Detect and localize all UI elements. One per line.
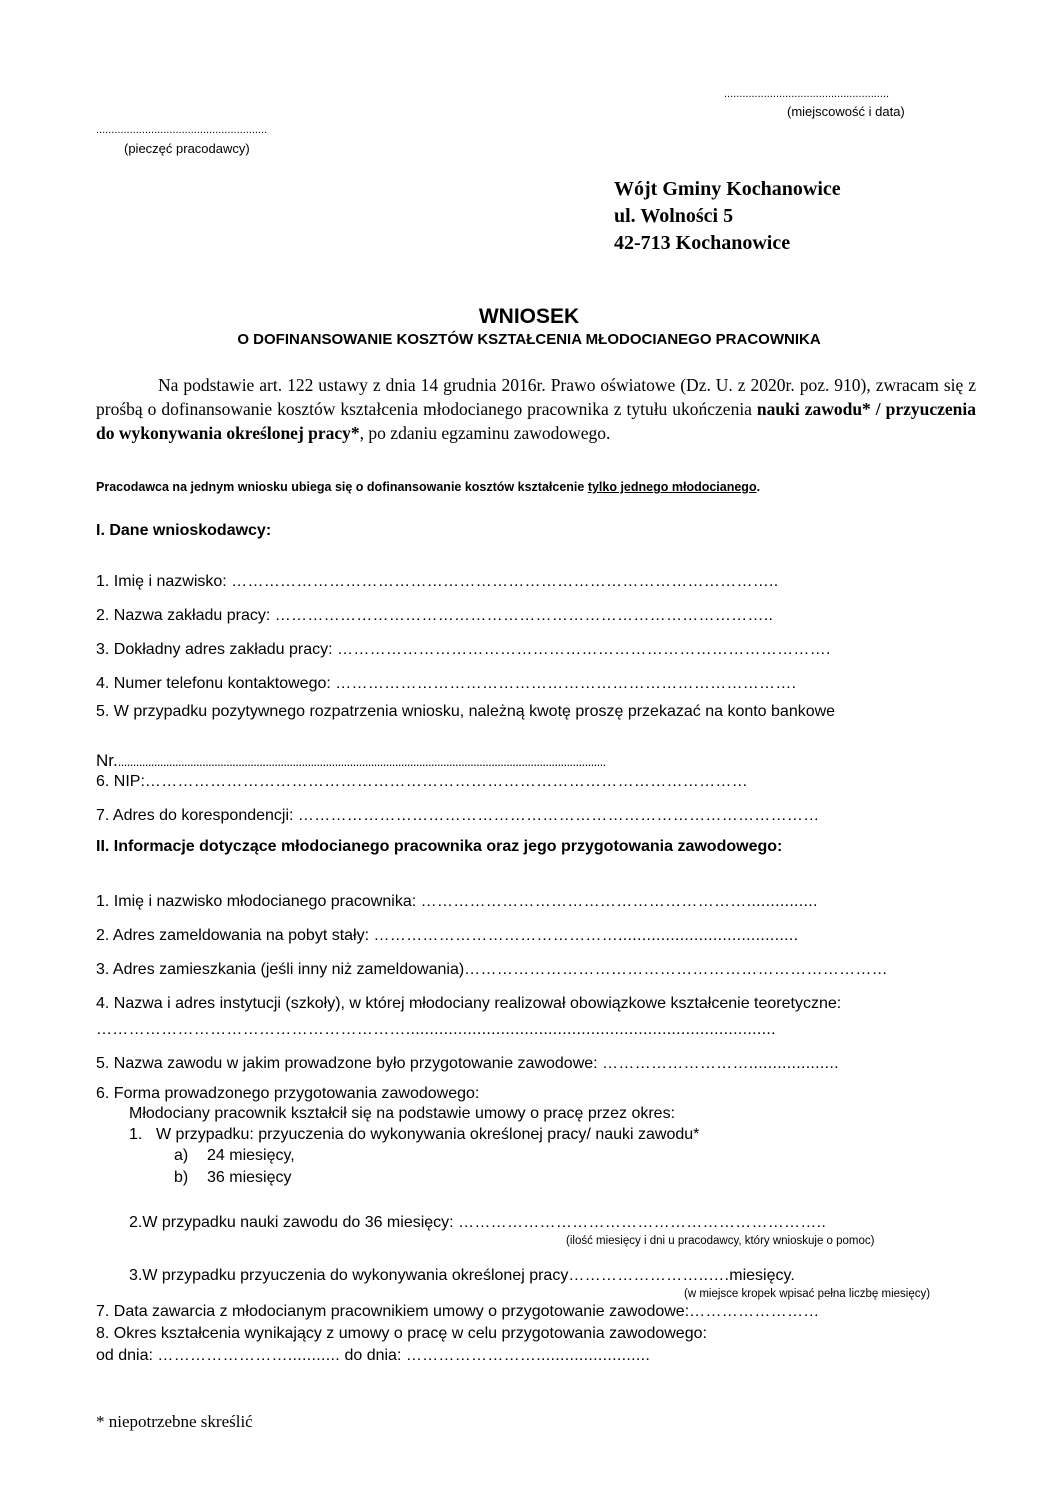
school-question [96,995,976,1013]
field-label: 1. Imię i nazwisko młodocianego pracownika: [96,893,421,910]
intro-text-1: Na podstawie art. 122 ustawy z dnia 14 grudnia 2016r. Prawo oświatowe (Dz. U. z 2020r. poz. 910), zwracam się z prośbą o dofinansowanie kosztów kształcenia młodocianego pracownika z tytułu ukończenia [96,375,976,419]
dotted-fill: …………………………………………………………………… [464,961,888,978]
document-title: WNIOSEK [478,305,580,328]
field-phone-number[interactable] [96,675,976,693]
document-subtitle: O DOFINANSOWANIE KOSZTÓW KSZTAŁCENIA MŁODOCIANEGO PRACOWNIKA [237,331,821,348]
dotted-fill: ………………………………………………………………………………. [337,641,831,658]
field-label: 5. Nazwa zawodu w jakim prowadzone było przygotowanie zawodowe: [96,1055,603,1072]
field-applicant-name[interactable] [96,573,976,591]
field-apprenticeship-duration[interactable] [129,1214,969,1232]
recipient-line-1: Wójt Gminy Kochanowice [614,178,841,200]
field-residence-address[interactable] [96,961,976,979]
field-label: 3. Adres zamieszkania (jeśli inny niż zameldowania) [96,961,465,978]
date-place-caption: (miejscowość i data) [787,104,905,119]
field-young-worker-name[interactable] [96,893,976,911]
dotted-fill: ……………………………………………………............... [420,893,818,910]
option-36-months[interactable] [174,1169,574,1187]
note-underlined: tylko jednego młodocianego [587,480,757,494]
field-label: 4. Numer telefonu kontaktowego: [96,675,336,692]
stamp-caption: (pieczęć pracodawcy) [124,141,250,156]
section-1-heading: I. Dane wnioskodawcy: [96,522,272,539]
to-label: do dnia: [340,1347,406,1364]
field-nip[interactable] [96,773,976,791]
field-label: 2. Adres zameldowania na pobyt stały: [96,927,374,944]
form-heading: 6. Forma prowadzonego przygotowania zawodowego: [96,1085,480,1102]
dotted-fill: ……………………………………………………………………………………….. [231,573,779,590]
intro-text-bold: nauki zawodu* / przyuczenia do wykonywania określonej pracy* [96,399,976,443]
field-school-name-address[interactable] [96,1021,976,1039]
dotted-fill: ………………………………………………………….. [458,1214,827,1231]
from-date-field[interactable]: ……………………........... [157,1347,340,1364]
field-label: 7. Adres do korespondencji: [96,807,298,824]
dotted-fill: .................................................................................................................................................................. [117,754,606,769]
note-text-1: Pracodawca na jednym wniosku ubiega się o dofinansowanie kosztów kształcenie [96,480,588,494]
field-workplace-name[interactable] [96,607,976,625]
field-label: Nr. [96,751,118,770]
field-label: 5. W przypadku pozytywnego rozpatrzenia wniosku, należną kwotę proszę przekazać na konto bankowe [96,703,836,720]
section-2-heading: II. Informacje dotyczące młodocianego pracownika oraz jego przygotowania zawodowego: [96,838,783,855]
from-label: od dnia: [96,1347,158,1364]
training-period-dates [96,1347,976,1365]
date-place-dotted-line[interactable]: ...................................................... [724,88,890,100]
option-text: 24 miesięcy, [207,1147,295,1164]
training-months-hint: (w miejsce kropek wpisać pełna liczbę miesięcy) [684,1288,931,1300]
option-letter: a) [174,1147,189,1164]
field-label: 7. Data zawarcia z młodocianym pracownikiem umowy o przygotowanie zawodowe: [96,1303,690,1320]
field-label: 4. Nazwa i adres instytucji (szkoły), w której młodociany realizował obowiązkowe kształcenie teoretyczne: [96,995,842,1012]
field-label: 6. NIP: [96,773,145,790]
field-registered-address[interactable] [96,927,976,945]
item-text: W przypadku: przyuczenia do wykonywania określonej pracy/ nauki zawodu* [156,1126,700,1143]
field-contract-date[interactable] [96,1303,976,1321]
field-profession-name[interactable] [96,1055,976,1073]
dotted-fill: …………………… [689,1303,820,1320]
stamp-dotted-line[interactable]: ........................................................ [96,124,268,136]
field-correspondence-address[interactable] [96,807,976,825]
field-suffix: miesięcy. [729,1267,795,1284]
field-label: 2.W przypadku nauki zawodu do 36 miesięcy: [129,1214,459,1231]
dotted-fill: ………………………………………………………………………………………………… [144,773,749,790]
dotted-fill: ……………………………………………………………………………….. [274,607,774,624]
to-date-field[interactable]: ……………………........................ [405,1347,651,1364]
apprenticeship-duration-hint: (ilość miesięcy i dni u pracodawcy, który wnioskuje o pomoc) [566,1235,875,1247]
recipient-line-2: ul. Wolności 5 [614,205,734,227]
dotted-fill: ………………………………………...................................... [373,927,799,944]
dotted-fill: ……………………..…. [568,1267,730,1284]
field-label: 2. Nazwa zakładu pracy: [96,607,275,624]
item-number: 1. [129,1126,143,1143]
form-item-1 [129,1126,969,1144]
intro-text-2: , po zdaniu egzaminu zawodowego. [359,423,611,443]
bank-account-instruction [96,703,976,721]
footnote: * niepotrzebne skreślić [96,1412,253,1431]
dotted-fill: …………………………………………………………………………………… [297,807,820,824]
option-text: 36 miesięcy [207,1169,292,1186]
recipient-address [614,176,841,257]
single-applicant-note [96,480,760,494]
dotted-fill: ………………………………………………….............................................................................. [96,1021,776,1038]
dotted-fill: ………………………................... [602,1055,839,1072]
field-label: 3. Dokładny adres zakładu pracy: [96,641,338,658]
field-workplace-address[interactable] [96,641,976,659]
field-training-months[interactable] [129,1267,969,1285]
training-period-label: 8. Okres kształcenia wynikający z umowy o pracę w celu przygotowania zawodowego: [96,1325,707,1342]
option-letter: b) [174,1169,189,1186]
field-label: 3.W przypadku przyuczenia do wykonywania określonej pracy [129,1267,569,1284]
field-bank-account-number[interactable] [96,751,976,771]
intro-paragraph [96,373,976,445]
field-label: 1. Imię i nazwisko: [96,573,232,590]
dotted-fill: …………………………………………………………………………. [335,675,797,692]
note-text-2: . [756,480,761,494]
option-24-months[interactable] [174,1147,574,1165]
recipient-line-3: 42-713 Kochanowice [614,232,791,254]
form-intro: Młodociany pracownik kształcił się na podstawie umowy o pracę przez okres: [129,1105,676,1122]
